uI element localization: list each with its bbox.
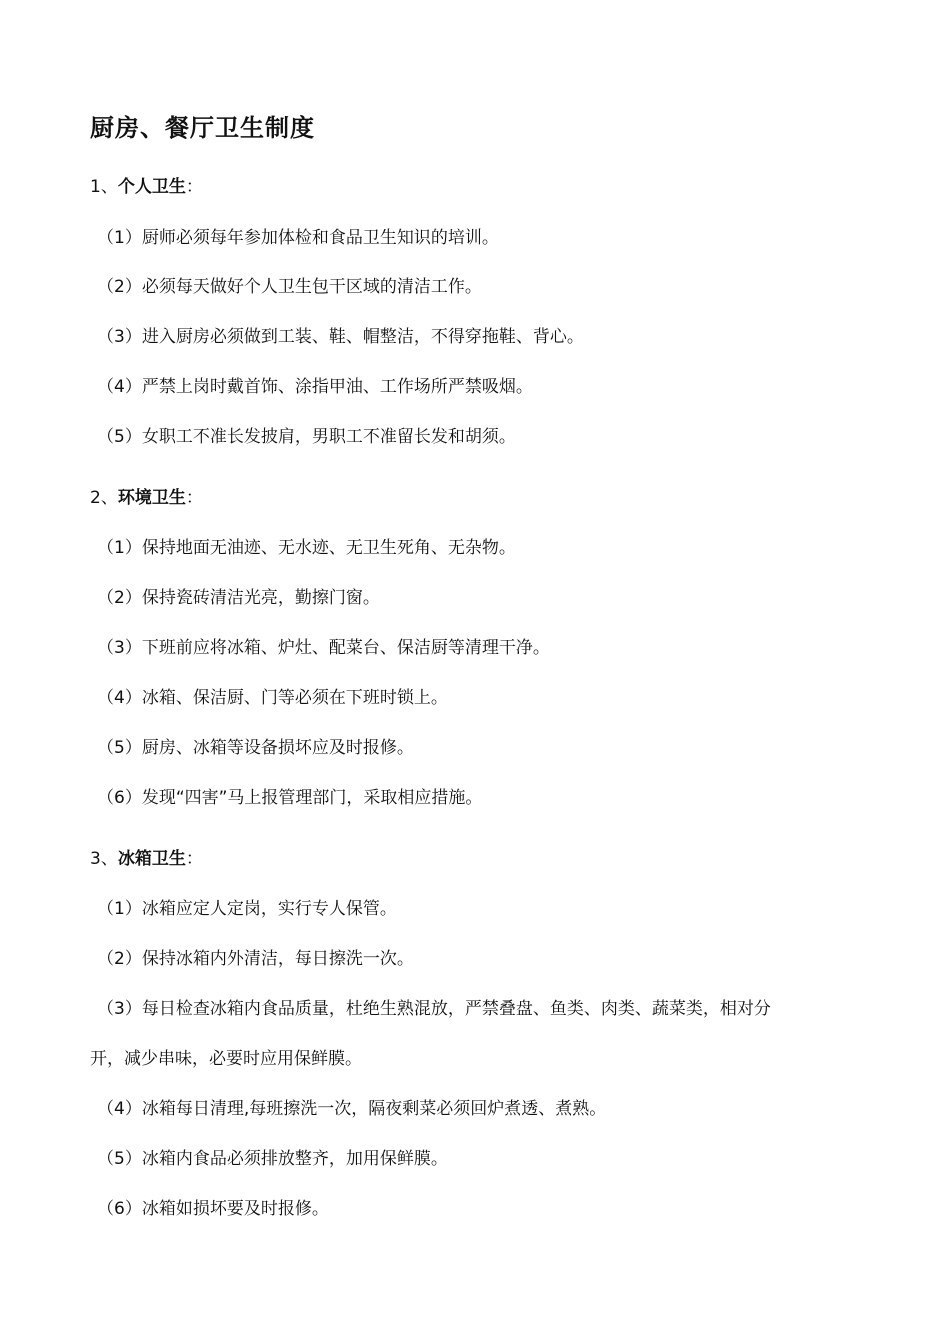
list-item: （2）必须每天做好个人卫生包干区域的清洁工作。: [97, 277, 482, 297]
list-item: （2）保持冰箱内外清洁，每日擦洗一次。: [97, 949, 414, 969]
section-number: 1、: [90, 177, 118, 197]
list-item: （3）每日检查冰箱内食品质量，杜绝生熟混放，严禁叠盘、鱼类、肉类、蔬菜类，相对分: [97, 999, 771, 1019]
list-item: （6）冰箱如损坏要及时报修。: [97, 1199, 329, 1219]
list-item: （2）保持瓷砖清洁光亮，勤擦门窗。: [97, 588, 380, 608]
list-item: （4）严禁上岗时戴首饰、涂指甲油、工作场所严禁吸烟。: [97, 377, 533, 397]
list-item: （1）保持地面无油迹、无水迹、无卫生死角、无杂物。: [97, 538, 516, 558]
section-heading-environment-hygiene: [90, 487, 203, 509]
list-item-continuation: 开，减少串味，必要时应用保鲜膜。: [90, 1049, 362, 1069]
list-item: （4）冰箱每日清理,每班擦洗一次，隔夜剩菜必须回炉煮透、煮熟。: [97, 1099, 607, 1119]
list-item: （3）下班前应将冰箱、炉灶、配菜台、保洁厨等清理干净。: [97, 638, 550, 658]
section-number: 2、: [90, 488, 118, 508]
list-item: （1）冰箱应定人定岗，实行专人保管。: [97, 899, 397, 919]
list-item: （5）厨房、冰箱等设备损坏应及时报修。: [97, 738, 414, 758]
list-item: （5）冰箱内食品必须排放整齐，加用保鲜膜。: [97, 1149, 448, 1169]
section-colon: ：: [185, 849, 203, 869]
section-colon: ：: [185, 488, 203, 508]
list-item: （5）女职工不准长发披肩，男职工不准留长发和胡须。: [97, 427, 516, 447]
list-item: （1）厨师必须每年参加体检和食品卫生知识的培训。: [97, 228, 499, 248]
list-item: （4）冰箱、保洁厨、门等必须在下班时锁上。: [97, 688, 448, 708]
section-number: 3、: [90, 849, 118, 869]
section-heading-fridge-hygiene: [90, 848, 203, 870]
list-item: （6）发现“四害”马上报管理部门，采取相应措施。: [97, 788, 483, 808]
section-title: 个人卫生: [117, 177, 186, 197]
list-item: （3）进入厨房必须做到工装、鞋、帽整洁，不得穿拖鞋、背心。: [97, 327, 584, 347]
section-title: 环境卫生: [117, 488, 186, 508]
section-title: 冰箱卫生: [117, 849, 186, 869]
document-title: 厨房、餐厅卫生制度: [90, 114, 315, 142]
section-heading-personal-hygiene: [90, 176, 203, 198]
section-colon: ：: [185, 177, 203, 197]
